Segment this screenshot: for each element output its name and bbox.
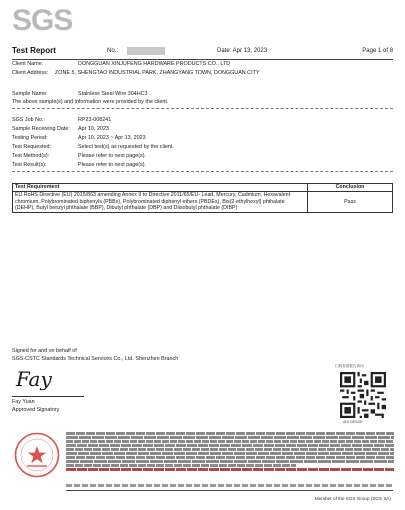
sgs-group-membership: Member of the SGS Group (SGS SA) bbox=[314, 496, 391, 501]
footer-address-line bbox=[66, 484, 394, 487]
qr-code-id: AHI DESAS bbox=[343, 420, 363, 424]
details-divider bbox=[12, 171, 393, 172]
sample-divider bbox=[12, 108, 393, 109]
redacted-report-number bbox=[127, 47, 165, 55]
testing-period: Apr 10, 2023 ~ Apr 13, 2023 bbox=[78, 135, 146, 141]
sample-note: The above sample(s) and information were provided by the client. bbox=[12, 99, 169, 105]
client-address-row: Client Address: ZONE 5, SHENGTAO INDUSTRIAL PARK, ZHANGYANG TOWN, DONGGUAN CITY bbox=[12, 70, 260, 76]
receiving-date: Apr 10, 2023 bbox=[78, 126, 109, 132]
sgs-job-number: RP23-008241 bbox=[78, 117, 112, 123]
signing-company: SGS-CSTC Standards Technical Services Co., Ltd. Shenzhen Branch bbox=[12, 356, 179, 362]
test-requirement-table bbox=[12, 183, 393, 213]
qr-code-icon bbox=[340, 372, 386, 418]
report-title: Test Report bbox=[12, 46, 56, 55]
report-date: Date: Apr 13, 2023 bbox=[217, 48, 268, 54]
handwritten-signature: Fay bbox=[16, 367, 52, 391]
test-methods: Please refer to next page(s). bbox=[78, 153, 147, 159]
detail-row: Test Result(s): Please refer to next page(s). bbox=[12, 162, 147, 168]
signatory-title: Approved Signatory bbox=[12, 407, 60, 413]
client-address: ZONE 5, SHENGTAO INDUSTRIAL PARK, ZHANGYANG TOWN, DONGGUAN CITY bbox=[55, 70, 260, 76]
page-indicator: Page 1 of 8 bbox=[362, 48, 393, 54]
qr-caption: 扫码查看报告真伪 bbox=[335, 364, 364, 368]
detail-row: SGS Job No.: RP23-008241 bbox=[12, 117, 112, 123]
detail-row: Testing Period: Apr 10, 2023 ~ Apr 13, 2023 bbox=[12, 135, 146, 141]
client-name-row: Client Name: DONGGUAN XINJUFENG HARDWARE PRODUCTS CO., LTD bbox=[12, 61, 231, 67]
requirement-header: Test Requirement bbox=[13, 184, 308, 192]
company-seal-stamp bbox=[14, 432, 60, 478]
signatory-name: Fay Yuan bbox=[12, 399, 35, 405]
test-requested: Select test(s) as requested by the client. bbox=[78, 144, 174, 150]
report-number-label: No.: bbox=[107, 48, 119, 54]
conclusion-value: Pass bbox=[308, 191, 393, 212]
sample-name: Stainless Steel Wire 304HC3 bbox=[78, 91, 148, 97]
report-header bbox=[12, 47, 393, 59]
sgs-logo: SGS bbox=[12, 4, 73, 37]
detail-row: Test Requested: Select test(s) as requested by the client. bbox=[12, 144, 174, 150]
fine-print-disclaimer bbox=[66, 432, 394, 484]
detail-row: Sample Receiving Date: Apr 10, 2023 bbox=[12, 126, 109, 132]
client-name: DONGGUAN XINJUFENG HARDWARE PRODUCTS CO., LTD bbox=[78, 61, 231, 67]
signed-for-line: Signed for and on behalf of bbox=[12, 348, 77, 354]
test-results: Please refer to next page(s). bbox=[78, 162, 147, 168]
requirement-text: EU RoHS Directive (EU) 2015/863 amending Annex II to Directive 2011/65/EU- Lead, Mercury, Cadmium, Hexavalent chromium, Polybrominated biphenyls (PBBs), Polybrominated diphenyl ethers (PBDEs), Bis(2-ethylhexyl) phthalate (DEHP), Butyl benzyl phthalate (BBP), Dibutyl phthalate (DBP) and Diisobutyl phthalate (DIBP) bbox=[13, 191, 308, 212]
conclusion-header: Conclusion bbox=[308, 184, 393, 192]
footer-divider bbox=[66, 490, 393, 491]
sample-name-row: Sample Name: Stainless Steel Wire 304HC3 bbox=[12, 91, 148, 97]
signature-line bbox=[12, 396, 84, 397]
detail-row: Test Method(s): Please refer to next page(s). bbox=[12, 153, 147, 159]
header-divider bbox=[12, 59, 393, 60]
